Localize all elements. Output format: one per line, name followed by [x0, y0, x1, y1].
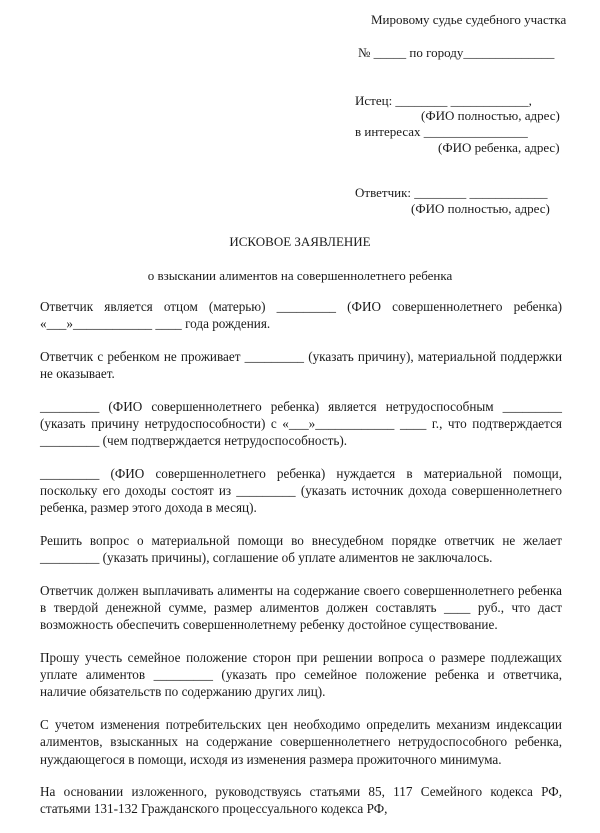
document-body	[40, 298, 562, 833]
paragraph-parentage: Ответчик является отцом (матерью) _________ (ФИО совершеннолетнего ребенка) «___»____________ ____ года рождения.	[40, 299, 562, 332]
paragraph-no-support: Ответчик с ребенком не проживает _________ (указать причину), материальной поддержки не оказывает.	[40, 348, 562, 382]
plaintiff-line: Истец: ________ ____________,	[355, 93, 532, 108]
paragraph-need: _________ (ФИО совершеннолетнего ребенка) нуждается в материальной помощи, поскольку его доходы состоят из _________ (указать источник дохода совершеннолетнего ребенка, размер этого дохода в месяц).	[40, 465, 562, 516]
paragraph-indexation: С учетом изменения потребительских цен необходимо определить механизм индексации алиментов, взысканных на содержание совершеннолетнего нетрудоспособного ребенка, нуждающегося в помощи, исходя из изменения размера прожиточного минимума.	[40, 717, 562, 767]
child-note: (ФИО ребенка, адрес)	[438, 140, 560, 155]
paragraph-family-status: Прошу учесть семейное положение сторон при решении вопроса о размере подлежащих уплате алиментов _________ (указать про семейное положение ребенка и ответчика, наличие обязательств по содержанию других лиц).	[40, 650, 562, 700]
paragraph-disability: _________ (ФИО совершеннолетнего ребенка) является нетрудоспособным _________ (указать причину нетрудоспособности) с «___»____________ ____ г., что подтверждается _________ (чем подтверждается нетрудоспособность).	[40, 398, 562, 449]
document-subtitle: о взыскании алиментов на совершеннолетнего ребенка	[147, 268, 453, 283]
court-number-line: № _____ по городу______________	[358, 45, 555, 60]
document-title: ИСКОВОЕ ЗАЯВЛЕНИЕ	[229, 234, 371, 249]
paragraph-legal-basis: На основании изложенного, руководствуясь статьями 85, 117 Семейного кодекса РФ, статьями 131-132 Гражданского процессуального кодекса РФ,	[40, 784, 562, 817]
plaintiff-note: (ФИО полностью, адрес)	[421, 108, 560, 123]
addressee-line: Мировому судье судебного участка	[371, 12, 567, 27]
paragraph-fixed-sum: Ответчик должен выплачивать алименты на содержание своего совершеннолетнего ребенка в твердой денежной сумме, размер алиментов должен составлять ____ руб., что даст возможность обеспечить совершеннолетнему ребенку достойное существование.	[40, 582, 562, 633]
defendant-note: (ФИО полностью, адрес)	[411, 201, 550, 216]
paragraph-no-agreement: Решить вопрос о материальной помощи во внесудебном порядке ответчик не желает _________ (указать причины), соглашение об уплате алиментов не заключалось.	[40, 533, 562, 566]
interests-line: в интересах ________________	[355, 124, 528, 139]
defendant-line: Ответчик: ________ ____________	[355, 185, 548, 200]
